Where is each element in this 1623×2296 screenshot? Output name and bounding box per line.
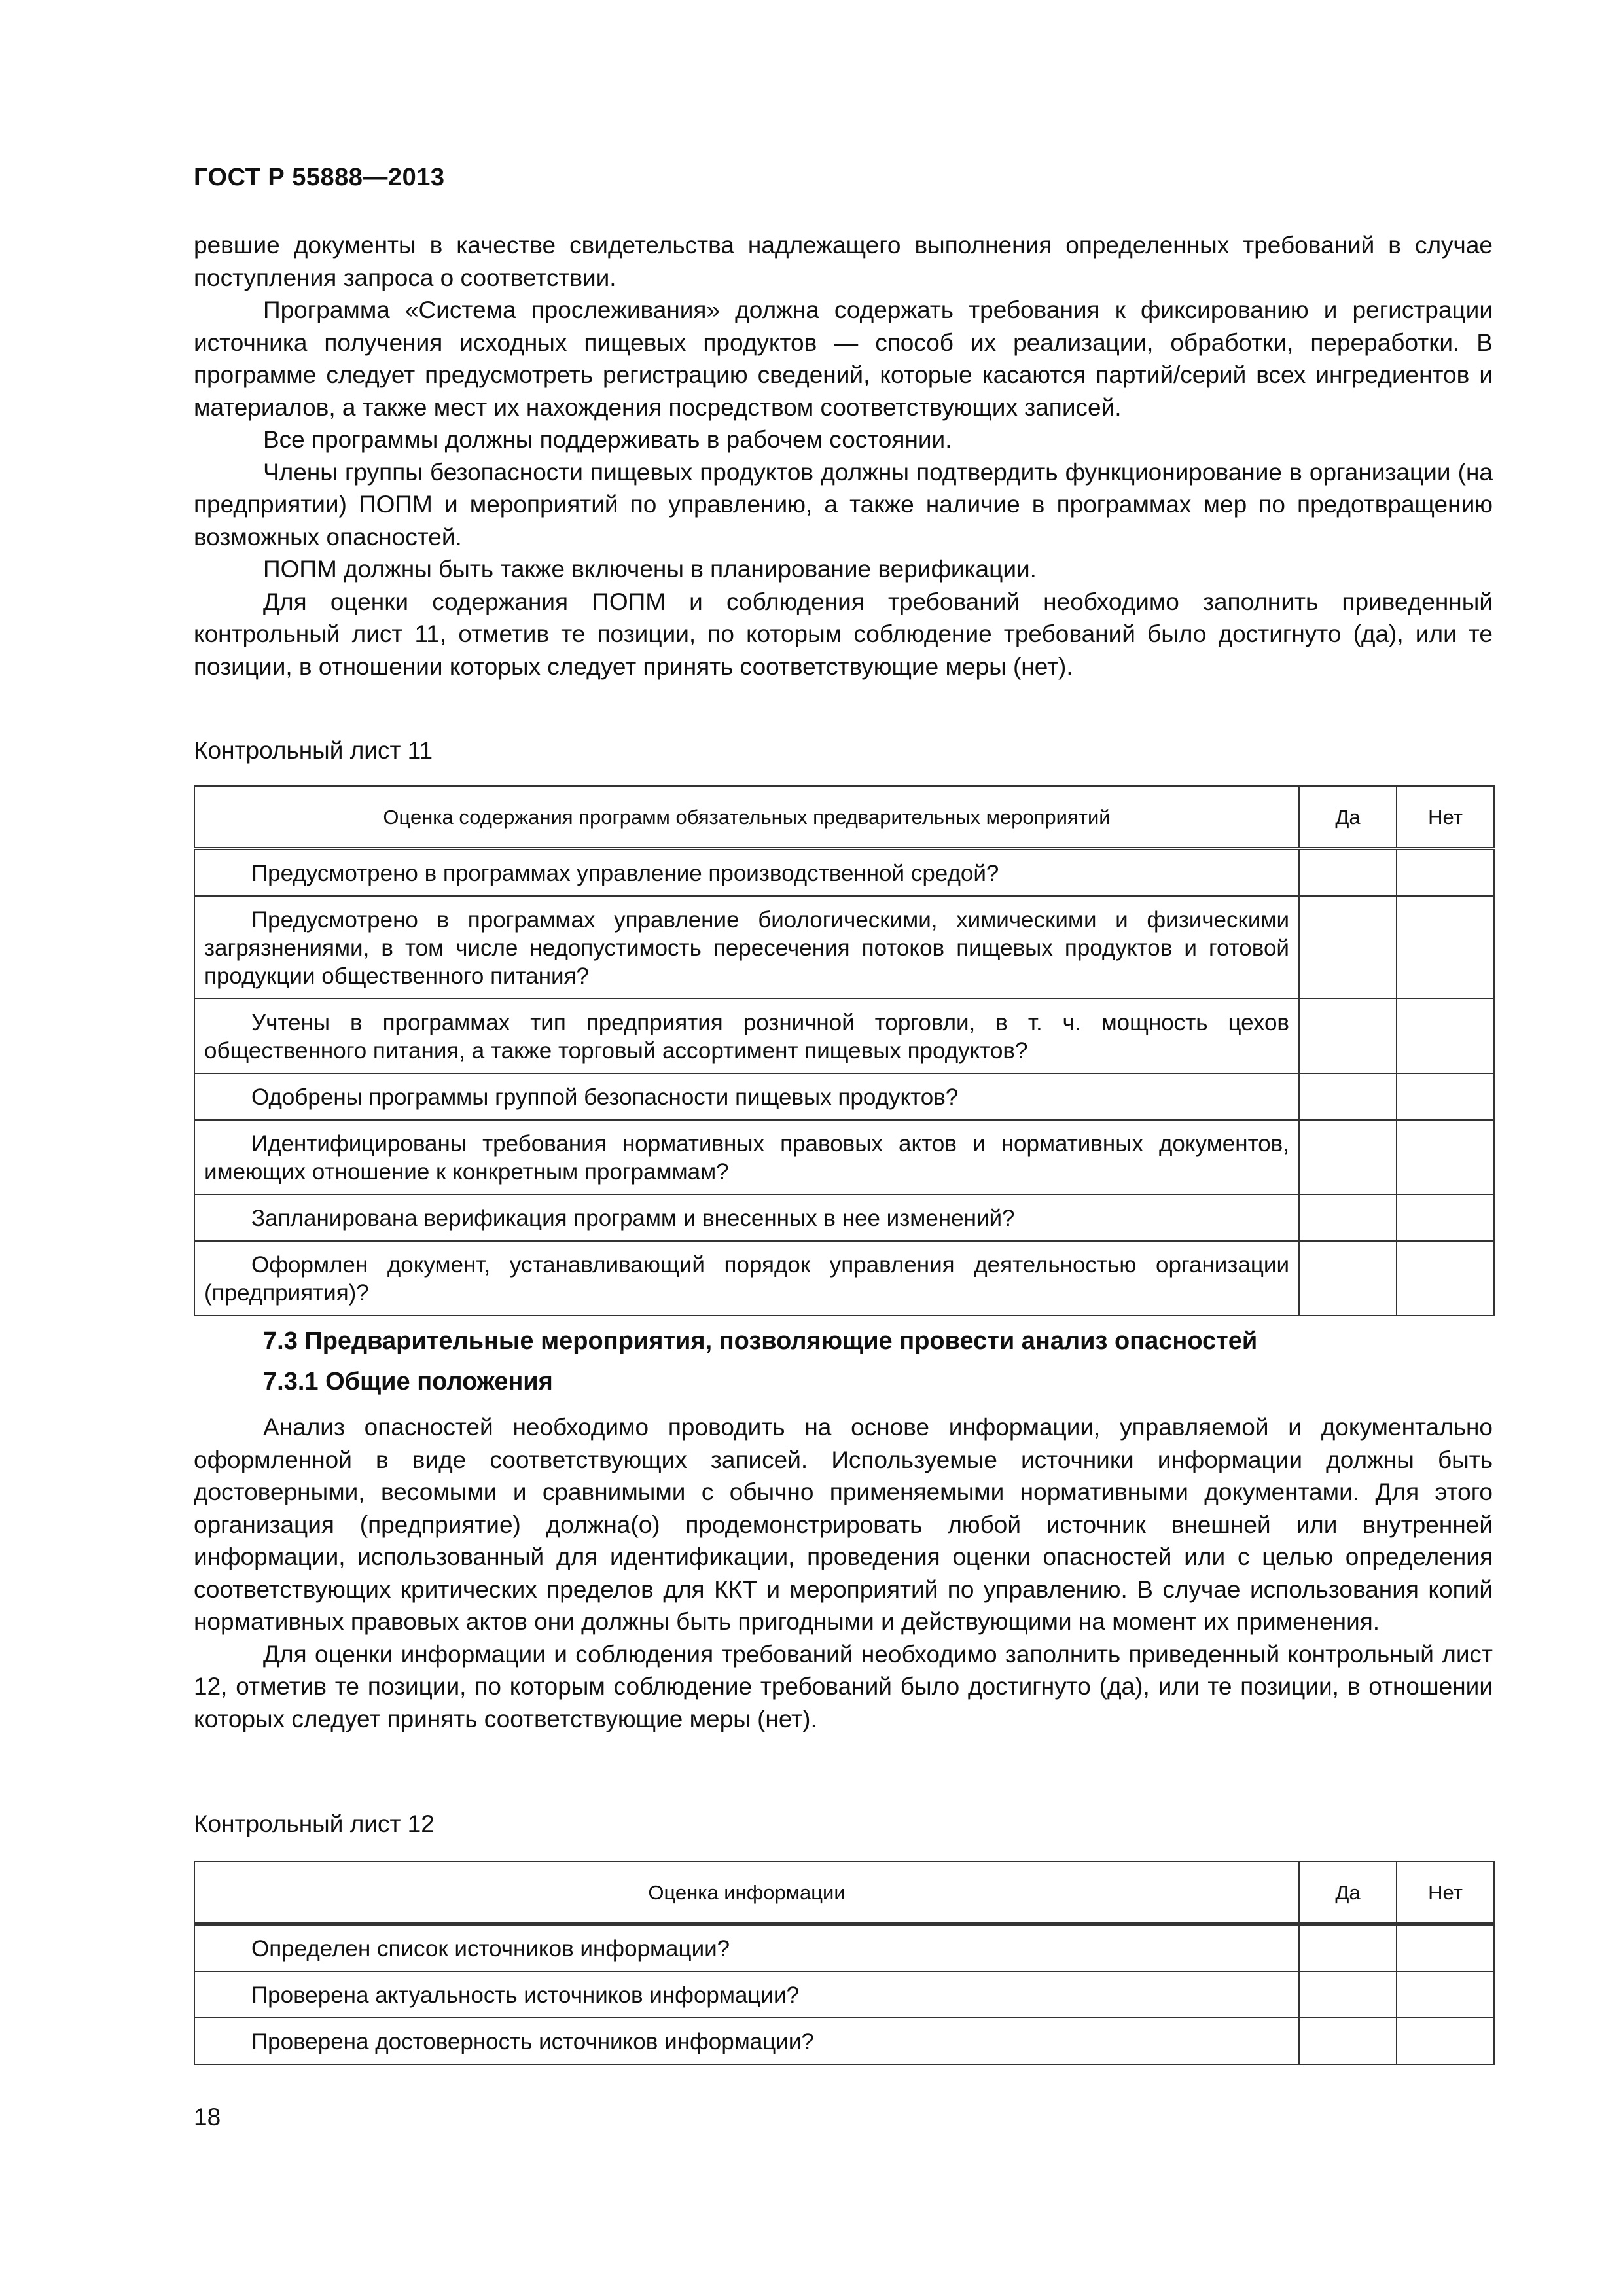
table-row (194, 1073, 1494, 1120)
column-header-question: Оценка содержания программ обязательных предварительных мероприятий (194, 786, 1299, 849)
no-cell[interactable] (1397, 1073, 1494, 1120)
yes-cell[interactable] (1299, 896, 1397, 999)
table-row (194, 1194, 1494, 1241)
table-header-row (194, 786, 1494, 849)
section-paragraph: Анализ опасностей необходимо проводить на основе информации, управляемой и документально оформленной в виде соответствующих записей. Используемые источники информации должны быть достоверными, весомыми и сравнимыми с обычно применяемыми нормативными документами. Для этого организация (предприятие) должна(о) продемонстрировать любой источник внешней или внутренней информации, использованный для идентификации, проведения оценки опасностей или с целью определения соответствующих критических пределов для ККТ и мероприятий по управлению. В случае использования копий нормативных правовых актов они должны быть пригодными и действующими на момент их применения. (194, 1414, 1493, 1635)
question-cell: Оформлен документ, устанавливающий порядок управления деятельностью организации (предприятия)? (194, 1241, 1299, 1316)
table-row (194, 1241, 1494, 1316)
column-header-no: Нет (1397, 1861, 1494, 1924)
intro-paragraph: Для оценки содержания ПОПМ и соблюдения требований необходимо заполнить приведенный контрольный лист 11, отметив те позиции, по которым соблюдение требований было достигнуто (да), или те позиции, в отношении которых следует принять соответствующие меры (нет). (194, 588, 1493, 680)
yes-cell[interactable] (1299, 999, 1397, 1073)
yes-cell[interactable] (1299, 1924, 1397, 1972)
table-row (194, 1120, 1494, 1194)
intro-paragraph: Программа «Система прослеживания» должна содержать требования к фиксированию и регистрации источника получения исходных пищевых продуктов — способ их реализации, обработки, переработки. В программе следует предусмотреть регистрацию сведений, которые касаются партий/серий всех ингредиентов и материалов, а также мест их нахождения посредством соответствующих записей. (194, 296, 1493, 421)
yes-cell[interactable] (1299, 849, 1397, 897)
no-cell[interactable] (1397, 1924, 1494, 1972)
intro-paragraph-continuation: ревшие документы в качестве свидетельства надлежащего выполнения определенных требований в случае поступления запроса о соответствии. (194, 232, 1493, 291)
question-cell: Предусмотрено в программах управление производственной средой? (194, 849, 1299, 897)
yes-cell[interactable] (1299, 2018, 1397, 2064)
no-cell[interactable] (1397, 1971, 1494, 2018)
no-cell[interactable] (1397, 999, 1494, 1073)
checklist-11-caption: Контрольный лист 11 (194, 737, 433, 764)
yes-cell[interactable] (1299, 1971, 1397, 2018)
section-paragraph: Для оценки информации и соблюдения требований необходимо заполнить приведенный контрольный лист 12, отметив те позиции, по которым соблюдение требований было достигнуто (да), или те позиции, в отношении которых следует принять соответствующие меры (нет). (194, 1640, 1493, 1732)
section-7-3-text (194, 1411, 1493, 1735)
no-cell[interactable] (1397, 2018, 1494, 2064)
no-cell[interactable] (1397, 849, 1494, 897)
table-row (194, 1971, 1494, 2018)
question-cell: Одобрены программы группой безопасности пищевых продуктов? (194, 1073, 1299, 1120)
table-header-row (194, 1861, 1494, 1924)
subsection-7-3-1-title: 7.3.1 Общие положения (263, 1368, 553, 1395)
checklist-12-caption: Контрольный лист 12 (194, 1810, 435, 1837)
question-cell: Учтены в программах тип предприятия розничной торговли, в т. ч. мощность цехов общественного питания, а также торговый ассортимент пищевых продуктов? (194, 999, 1299, 1073)
checklist-12-table (194, 1861, 1495, 2065)
column-header-yes: Да (1299, 786, 1397, 849)
question-cell: Предусмотрено в программах управление биологическими, химическими и физическими загрязнениями, в том числе недопустимость пересечения потоков пищевых продуктов и готовой продукции общественного питания? (194, 896, 1299, 999)
table-row (194, 999, 1494, 1073)
table-row (194, 2018, 1494, 2064)
question-cell: Идентифицированы требования нормативных правовых актов и нормативных документов, имеющих отношение к конкретным программам? (194, 1120, 1299, 1194)
question-cell: Проверена актуальность источников информации? (194, 1971, 1299, 2018)
checklist-11-table (194, 785, 1495, 1316)
intro-paragraph: ПОПМ должны быть также включены в планирование верификации. (263, 556, 1037, 583)
yes-cell[interactable] (1299, 1241, 1397, 1316)
yes-cell[interactable] (1299, 1120, 1397, 1194)
question-cell: Проверена достоверность источников информации? (194, 2018, 1299, 2064)
table-row (194, 1924, 1494, 1972)
question-cell: Запланирована верификация программ и внесенных в нее изменений? (194, 1194, 1299, 1241)
yes-cell[interactable] (1299, 1073, 1397, 1120)
page-number: 18 (194, 2104, 221, 2130)
document-header: ГОСТ Р 55888—2013 (194, 164, 445, 191)
intro-text (194, 229, 1493, 683)
intro-paragraph: Все программы должны поддерживать в рабочем состоянии. (263, 426, 952, 453)
table-row (194, 849, 1494, 897)
no-cell[interactable] (1397, 1241, 1494, 1316)
column-header-question: Оценка информации (194, 1861, 1299, 1924)
table-row (194, 896, 1494, 999)
column-header-no: Нет (1397, 786, 1494, 849)
yes-cell[interactable] (1299, 1194, 1397, 1241)
no-cell[interactable] (1397, 896, 1494, 999)
question-cell: Определен список источников информации? (194, 1924, 1299, 1972)
column-header-yes: Да (1299, 1861, 1397, 1924)
intro-paragraph: Члены группы безопасности пищевых продуктов должны подтвердить функционирование в организации (на предприятии) ПОПМ и мероприятий по управлению, а также наличие в программах мер по предотвращению возможных опасностей. (194, 458, 1493, 550)
section-7-3-title: 7.3 Предварительные мероприятия, позволяющие провести анализ опасностей (263, 1327, 1258, 1355)
no-cell[interactable] (1397, 1194, 1494, 1241)
no-cell[interactable] (1397, 1120, 1494, 1194)
